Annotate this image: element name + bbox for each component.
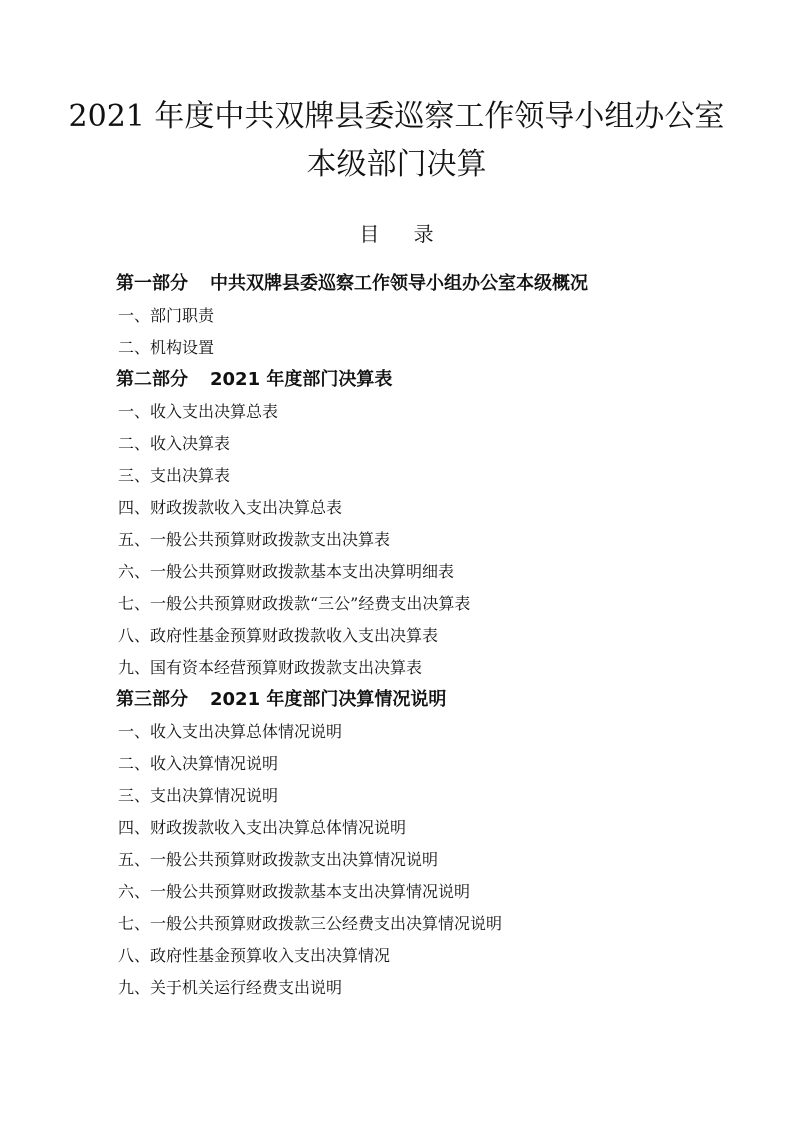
part-name: 中共双牌县委巡察工作领导小组办公室本级概况 [210, 273, 588, 294]
toc-part-1[interactable] [116, 268, 756, 300]
toc-item[interactable]: 九、国有资本经营预算财政拨款支出决算表 [118, 658, 423, 677]
part-label: 第一部分 [116, 273, 188, 294]
toc-part-3[interactable] [116, 684, 756, 716]
toc-item[interactable]: 五、一般公共预算财政拨款支出决算情况说明 [118, 850, 439, 869]
toc-heading: 目 录 [359, 222, 448, 246]
toc-item[interactable]: 一、收入支出决算总体情况说明 [118, 722, 343, 741]
part-name: 2021 年度部门决算表 [210, 369, 393, 390]
document-title-line-2: 本级部门决算 [306, 147, 487, 182]
part-name: 2021 年度部门决算情况说明 [210, 689, 447, 710]
toc-item[interactable]: 七、一般公共预算财政拨款“三公”经费支出决算表 [118, 594, 471, 613]
toc-item[interactable]: 一、部门职责 [118, 306, 215, 325]
toc-item[interactable]: 二、收入决算表 [118, 434, 231, 453]
toc-item[interactable]: 八、政府性基金预算收入支出决算情况 [118, 946, 391, 965]
toc-item[interactable]: 八、政府性基金预算财政拨款收入支出决算表 [118, 626, 439, 645]
toc-item[interactable]: 三、支出决算表 [118, 466, 231, 485]
toc-item[interactable]: 六、一般公共预算财政拨款基本支出决算明细表 [118, 562, 455, 581]
toc-item[interactable]: 三、支出决算情况说明 [118, 786, 279, 805]
part-label: 第二部分 [116, 369, 188, 390]
toc-item[interactable]: 二、机构设置 [118, 338, 215, 357]
toc-item[interactable]: 六、一般公共预算财政拨款基本支出决算情况说明 [118, 882, 471, 901]
document-title-line-1: 2021 年度中共双牌县委巡察工作领导小组办公室 [68, 99, 725, 134]
toc-item[interactable]: 四、财政拨款收入支出决算总体情况说明 [118, 818, 407, 837]
toc-item[interactable]: 九、关于机关运行经费支出说明 [118, 978, 343, 997]
part-label: 第三部分 [116, 689, 188, 710]
toc-item[interactable]: 二、收入决算情况说明 [118, 754, 279, 773]
toc-part-2[interactable] [116, 364, 756, 396]
toc-item[interactable]: 七、一般公共预算财政拨款三公经费支出决算情况说明 [118, 914, 503, 933]
toc-item[interactable]: 一、收入支出决算总表 [118, 402, 279, 421]
toc-item[interactable]: 五、一般公共预算财政拨款支出决算表 [118, 530, 391, 549]
toc-item[interactable]: 四、财政拨款收入支出决算总表 [118, 498, 343, 517]
table-of-contents [116, 268, 756, 1004]
